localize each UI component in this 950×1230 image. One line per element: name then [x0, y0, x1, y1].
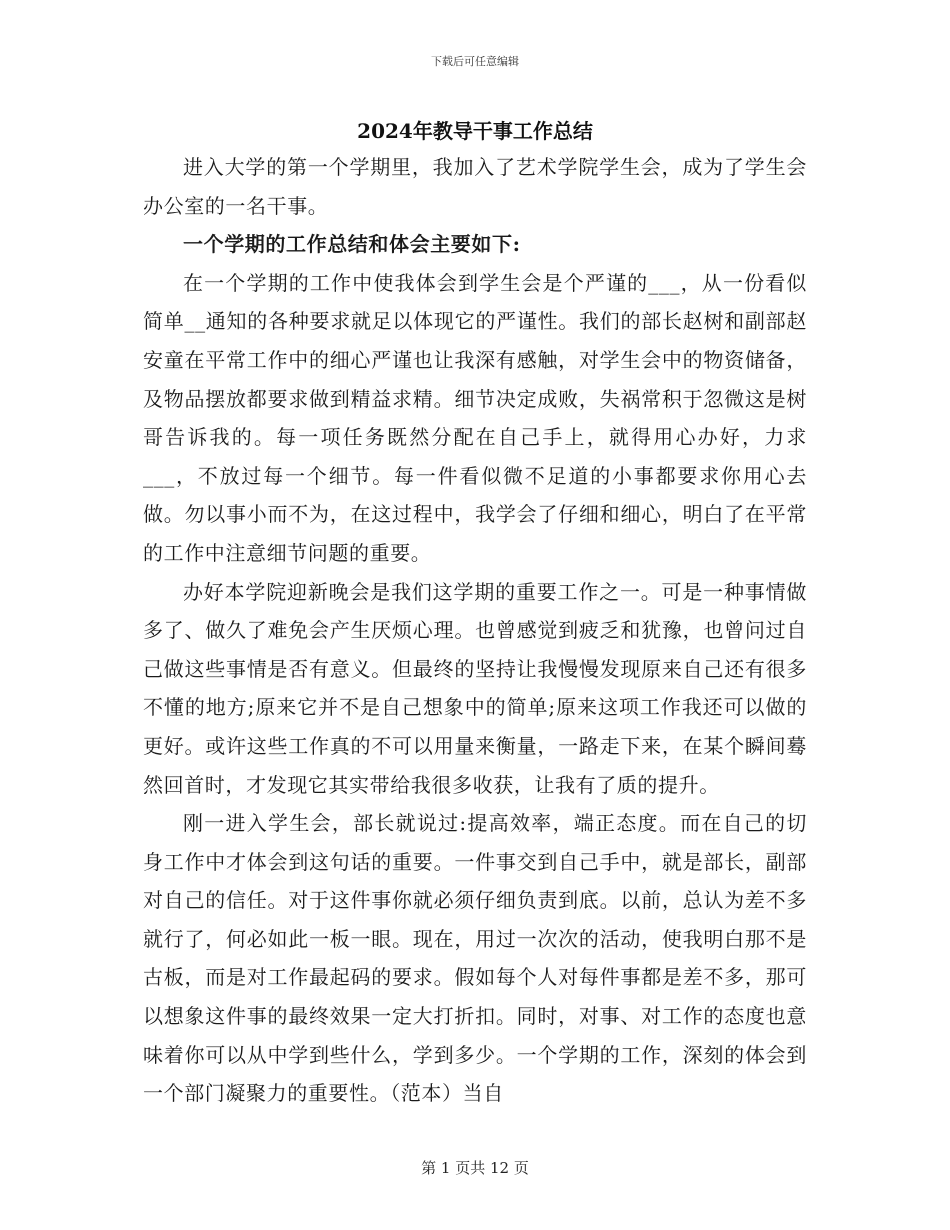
- section-subheading: 一个学期的工作总结和体会主要如下:: [183, 232, 521, 257]
- paragraph-efficiency: 刚一进入学生会，部长就说过:提高效率，端正态度。而在自己的切身工作中才体会到这句话的重要。一件事交到自己手中，就是部长，副部对自己的信任。对于这件事你就必须仔细负责到底。以前，总认为差不多就行了，何必如此一板一眼。现在，用过一次次的活动，使我明白那不是古板，而是对工作最起码的要求。假如每个人对每件事都是差不多，那可以想象这件事的最终效果一定大打折扣。同时，对事、对工作的态度也意味着你可以从中学到些什么，学到多少。一个学期的工作，深刻的体会到一个部门凝聚力的重要性。（范本）当自: [143, 811, 807, 1106]
- document-body: [143, 148, 807, 1113]
- page-footer: 第 1 页共 12 页: [421, 1159, 529, 1177]
- paragraph-rigor: 在一个学期的工作中使我体会到学生会是个严谨的___，从一份看似简单__通知的各种要求就足以体现它的严谨性。我们的部长赵树和副部赵安童在平常工作中的细心严谨也让我深有感触，对学生会中的物资储备，及物品摆放都要求做到精益求精。细节决定成败，失祸常积于忽微这是树哥告诉我的。每一项任务既然分配在自己手上，就得用心办好，力求___，不放过每一个细节。每一件看似微不足道的小事都要求你用心去做。勿以事小而不为，在这过程中，我学会了仔细和细心，明白了在平常的工作中注意细节问题的重要。: [143, 270, 807, 565]
- document-title: 2024年教导干事工作总结: [357, 119, 593, 143]
- page-header: 下载后可任意编辑: [431, 55, 519, 68]
- paragraph-intro: 进入大学的第一个学期里，我加入了艺术学院学生会，成为了学生会办公室的一名干事。: [143, 155, 807, 218]
- paragraph-welcome-party: 办好本学院迎新晚会是我们这学期的重要工作之一。可是一种事情做多了、做久了难免会产生厌烦心理。也曾感觉到疲乏和犹豫，也曾问过自己做这些事情是否有意义。但最终的坚持让我慢慢发现原来自己还有很多不懂的地方;原来它并不是自己想象中的简单;原来这项工作我还可以做的更好。或许这些工作真的不可以用量来衡量，一路走下来，在某个瞬间蓦然回首时，才发现它其实带给我很多收获，让我有了质的提升。: [143, 579, 807, 797]
